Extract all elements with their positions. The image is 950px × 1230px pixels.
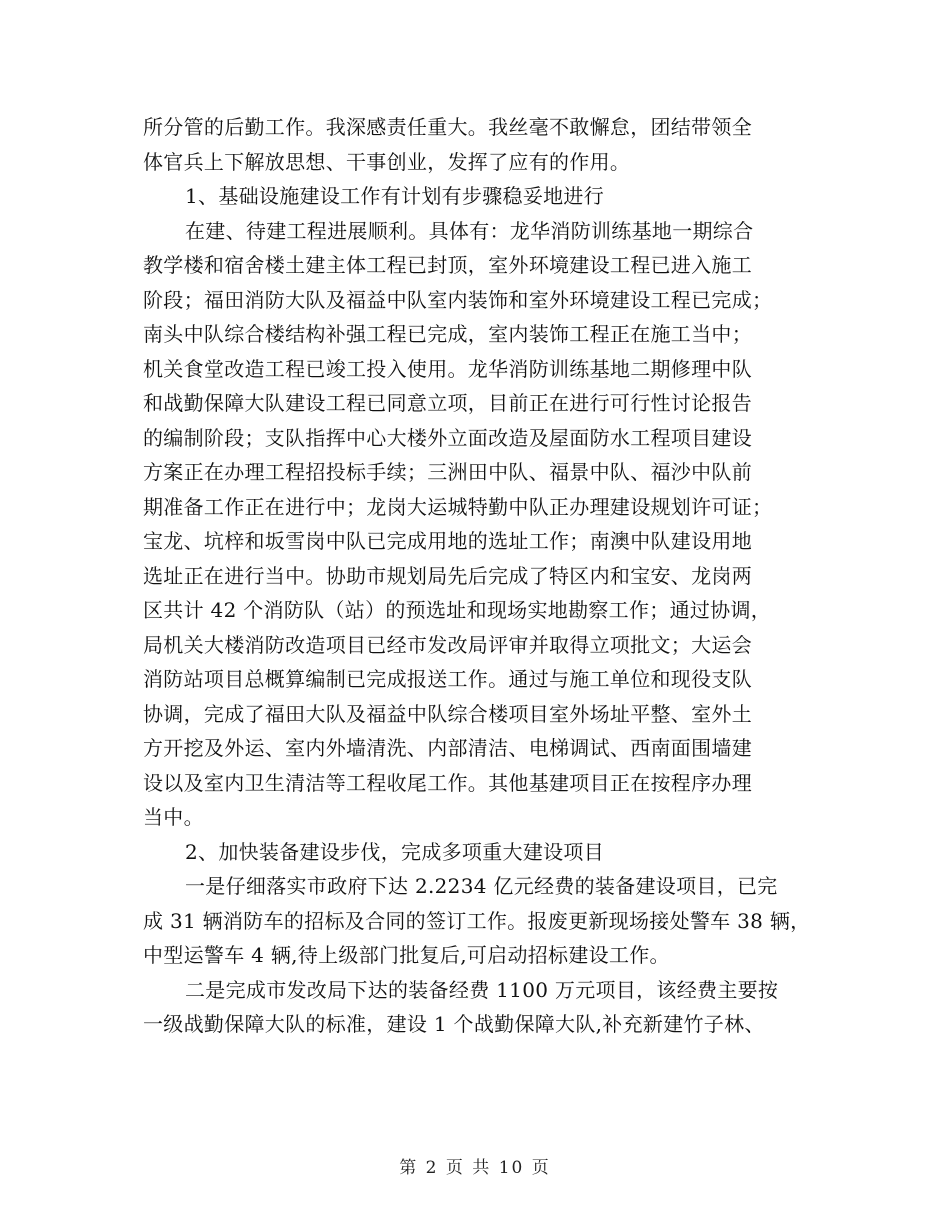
document-body <box>143 110 815 1042</box>
text-line: 区共计 42 个消防队（站）的预选址和现场实地勘察工作；通过协调， <box>143 598 772 622</box>
text-line: 当中。 <box>143 805 204 829</box>
text-line: 一级战勤保障大队的标准，建设 1 个战勤保障大队,补充新建竹子林、 <box>143 1012 765 1036</box>
text-line: 方开挖及外运、室内外墙清洗、内部清洁、电梯调试、西南面围墙建 <box>143 736 752 760</box>
text-line: 宝龙、坑梓和坂雪岗中队已完成用地的选址工作；南澳中队建设用地 <box>143 529 752 553</box>
text-line: 南头中队综合楼结构补强工程已完成，室内装饰工程正在施工当中； <box>143 322 752 346</box>
text-line: 在建、待建工程进展顺利。具体有：龙华消防训练基地一期综合 <box>185 218 754 243</box>
page-number-footer: 第 2 页 共 10 页 <box>399 1158 551 1178</box>
text-line: 和战勤保障大队建设工程已同意立项，目前正在进行可行性讨论报告 <box>143 391 752 415</box>
text-line: 设以及室内卫生清洁等工程收尾工作。其他基建项目正在按程序办理 <box>143 770 752 795</box>
text-line: 阶段；福田消防大队及福益中队室内装饰和室外环境建设工程已完成； <box>143 287 773 312</box>
text-line: 体官兵上下解放思想、干事创业，发挥了应有的作用。 <box>143 149 631 174</box>
text-line: 二是完成市发改局下达的装备经费 1100 万元项目，该经费主要按 <box>185 977 779 1002</box>
text-line: 消防站项目总概算编制已完成报送工作。通过与施工单位和现役支队 <box>143 667 752 691</box>
text-line: 所分管的后勤工作。我深感责任重大。我丝毫不敢懈怠，团结带领全 <box>143 115 752 139</box>
section-heading: 1、基础设施建设工作有计划有步骤稳妥地进行 <box>185 184 605 208</box>
text-line: 一是仔细落实市政府下达 2.2234 亿元经费的装备建设项目，已完 <box>185 874 778 898</box>
text-line: 的编制阶段；支队指挥中心大楼外立面改造及屋面防水工程项目建设 <box>143 425 752 450</box>
text-line: 成 31 辆消防车的招标及合同的签订工作。报废更新现场接处警车 38 辆， <box>143 908 811 933</box>
text-line: 期准备工作正在进行中；龙岗大运城特勤中队正办理建设规划许可证； <box>143 494 773 519</box>
text-line: 中型运警车 4 辆,待上级部门批复后,可启动招标建设工作。 <box>143 943 670 967</box>
section-heading: 2、加快装备建设步伐，完成多项重大建设项目 <box>185 839 605 864</box>
text-line: 教学楼和宿舍楼土建主体工程已封顶，室外环境建设工程已进入施工 <box>143 253 752 277</box>
text-line: 方案正在办理工程招投标手续；三洲田中队、福景中队、福沙中队前 <box>143 460 752 484</box>
text-line: 机关食堂改造工程已竣工投入使用。龙华消防训练基地二期修理中队 <box>143 356 752 381</box>
text-line: 局机关大楼消防改造项目已经市发改局评审并取得立项批文；大运会 <box>143 632 752 657</box>
text-line: 协调，完成了福田大队及福益中队综合楼项目室外场址平整、室外土 <box>143 701 752 726</box>
text-line: 选址正在进行当中。协助市规划局先后完成了特区内和宝安、龙岗两 <box>143 563 752 588</box>
